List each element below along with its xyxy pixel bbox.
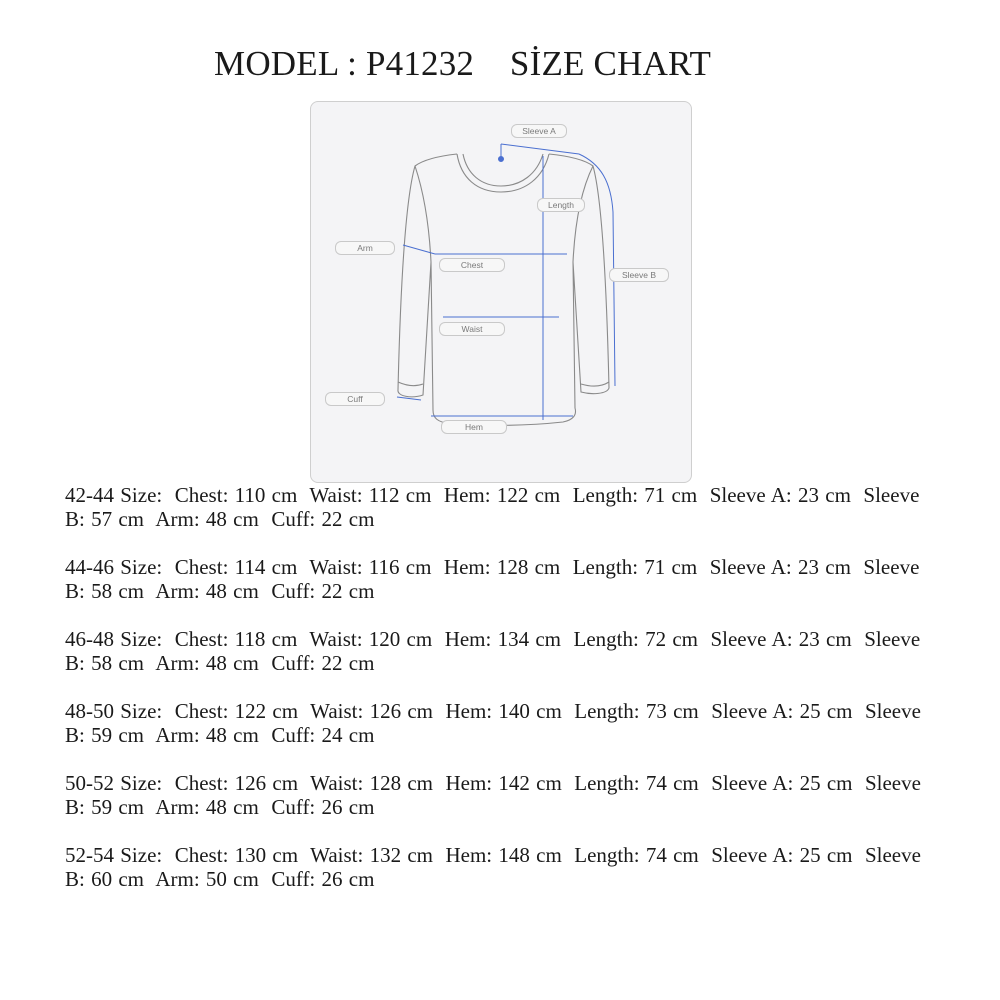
cuff-line	[397, 397, 421, 400]
label-cuff: Cuff	[325, 392, 385, 406]
label-waist: Waist	[439, 322, 505, 336]
size-row-44-46: 44-46 Size: Chest: 114 cm Waist: 116 cm Hem: 128 cm Length: 71 cm Sleeve A: 23 cm Sleeve B: 58 cm Arm: 48 cm Cuff: 22 cm	[65, 555, 926, 603]
sleeve-a-line	[501, 144, 579, 154]
size-row-46-48: 46-48 Size: Chest: 118 cm Waist: 120 cm Hem: 134 cm Length: 72 cm Sleeve A: 23 cm Sleeve B: 58 cm Arm: 48 cm Cuff: 22 cm	[65, 627, 927, 675]
label-chest: Chest	[439, 258, 505, 272]
page-title: MODEL : P41232 SİZE CHART	[214, 44, 712, 83]
label-hem: Hem	[441, 420, 507, 434]
size-row-42-44: 42-44 Size: Chest: 110 cm Waist: 112 cm Hem: 122 cm Length: 71 cm Sleeve A: 23 cm Sleeve B: 57 cm Arm: 48 cm Cuff: 22 cm	[65, 483, 926, 531]
label-sleeve-a: Sleeve A	[511, 124, 567, 138]
label-sleeve-b: Sleeve B	[609, 268, 669, 282]
label-length: Length	[537, 198, 585, 212]
size-list	[65, 483, 945, 915]
label-arm: Arm	[335, 241, 395, 255]
shirt-outline	[398, 154, 609, 425]
size-row-48-50: 48-50 Size: Chest: 122 cm Waist: 126 cm Hem: 140 cm Length: 73 cm Sleeve A: 25 cm Sleeve B: 59 cm Arm: 48 cm Cuff: 24 cm	[65, 699, 928, 747]
size-row-52-54: 52-54 Size: Chest: 130 cm Waist: 132 cm Hem: 148 cm Length: 74 cm Sleeve A: 25 cm Sleeve B: 60 cm Arm: 50 cm Cuff: 26 cm	[65, 843, 928, 891]
size-row-50-52: 50-52 Size: Chest: 126 cm Waist: 128 cm Hem: 142 cm Length: 74 cm Sleeve A: 25 cm Sleeve B: 59 cm Arm: 48 cm Cuff: 26 cm	[65, 771, 928, 819]
garment-diagram	[310, 101, 692, 483]
